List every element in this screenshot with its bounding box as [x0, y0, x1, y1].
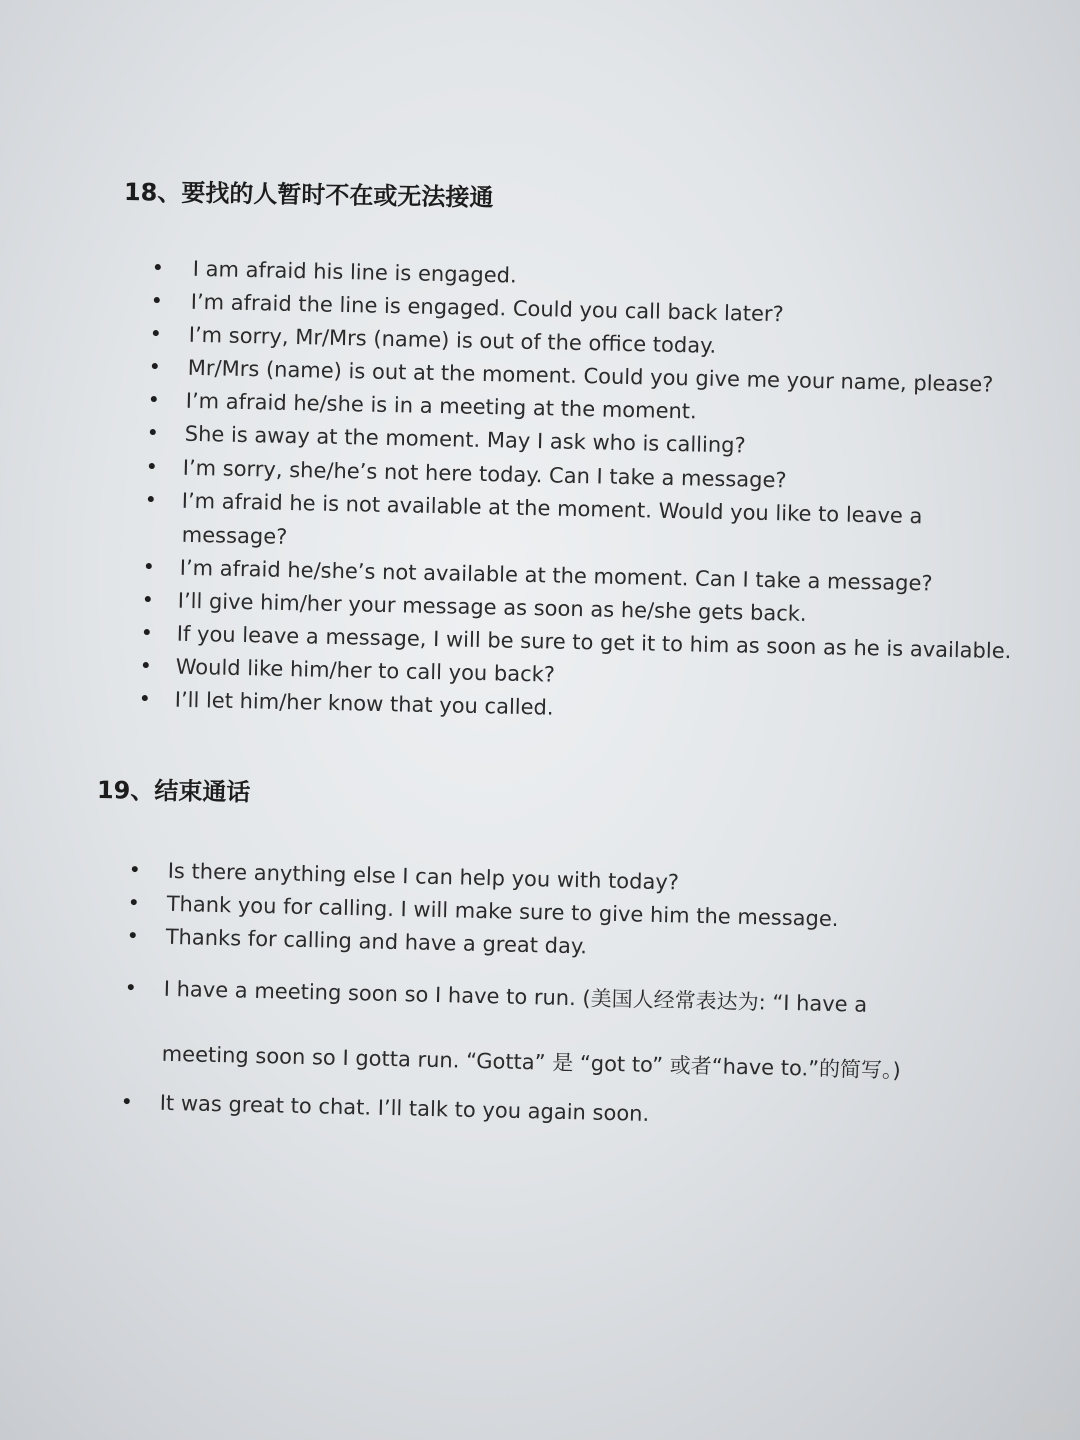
bullet-icon	[151, 396, 157, 402]
bullet-icon	[154, 297, 160, 303]
bullet-icon	[144, 629, 150, 635]
section-18-heading: 18、要找的人暂时不在或无法接通	[123, 178, 494, 212]
bullet-icon	[155, 264, 161, 270]
bullet-icon	[146, 563, 152, 569]
bullet-icon	[131, 899, 137, 905]
bullet-icon	[124, 1098, 130, 1104]
bullet-icon	[132, 866, 138, 872]
bullet-icon	[152, 363, 158, 369]
bullet-icon	[150, 429, 156, 435]
bullet-icon	[142, 695, 148, 701]
section-19-heading: 19、结束通话	[96, 776, 251, 807]
watermark-badge	[1022, 1410, 1068, 1432]
bullet-icon	[148, 496, 154, 502]
bullet-icon	[130, 932, 136, 938]
bullet-icon	[145, 596, 151, 602]
document-page: 18、要找的人暂时不在或无法接通 I am afraid his line is engaged. I’m afraid the line is engaged. Could you call back later? I’m sorry, Mr/Mrs (name) is out of the office today. Mr/Mrs (name) is out at the moment. Could you give me your name, please? I’m afraid he/she is in a meeting at the moment. She is away at the moment. May I ask who is calling? I’m sorry, she/he’s not here today. Can I take a message? I’m afraid he is not available at the moment. Would you like to leave a message? I’m afraid he/she’s not available at the moment. Can I take a message? I’ll give him/her your message as soon as he/she gets back. If you leave a message, I will be sure to get it to him as soon as he is available. Would like him/her to call you back? I’ll let him/her know that you called. 19、结束通话 Is there anything else I can help you with today? Thank you for calling. I will make sure to give him the message. Thanks for calling and have a great day. I have a meeting soon so I have to run. (美国人经常表达为: “I have a meeting soon so I gotta run. “Gotta” 是 “got to” 或者“have to.”的简写。) It was great to chat. I’ll talk to you again soon.	[0, 0, 1080, 1440]
bullet-icon	[149, 463, 155, 469]
bullet-icon	[153, 330, 159, 336]
bullet-icon	[143, 662, 149, 668]
bullet-icon	[128, 984, 134, 990]
